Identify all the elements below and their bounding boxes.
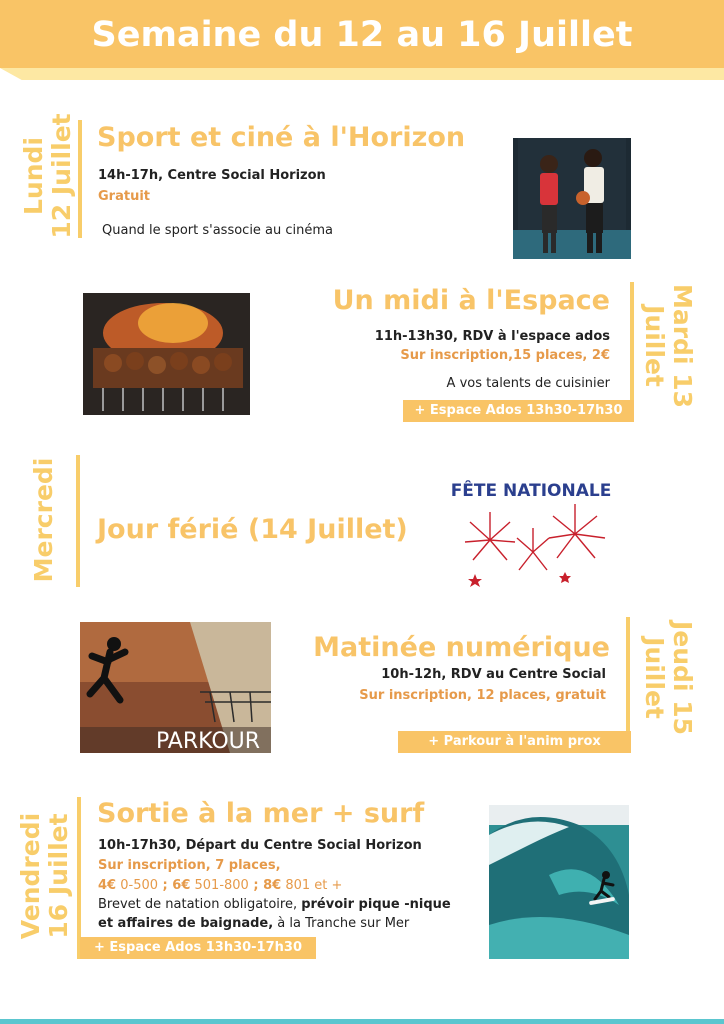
- friday-divider: [77, 797, 81, 959]
- parkour-photo: [80, 622, 271, 753]
- friday-note-line-1: [98, 896, 451, 914]
- monday-price: Gratuit: [98, 189, 150, 204]
- tuesday-description: A vos talents de cuisinier: [446, 376, 610, 391]
- monday-divider: [78, 120, 82, 238]
- friday-registration: Sur inscription, 7 places,: [98, 858, 281, 873]
- friday-prices: [98, 877, 342, 895]
- thursday-time-place: 10h-12h, RDV au Centre Social: [381, 667, 606, 682]
- friday-note-bold-1: prévoir pique -nique: [301, 897, 451, 912]
- friday-note-2: à la Tranche sur Mer: [273, 916, 410, 931]
- day-label-friday: Vendredi 16 Juillet: [16, 812, 73, 940]
- day-label-thursday: Jeudi 15 Juillet: [640, 620, 697, 736]
- wednesday-divider: [76, 455, 80, 587]
- day-label-monday: Lundi 12 Juillet: [19, 113, 76, 239]
- friday-note-line-2: [98, 915, 409, 933]
- day-label-wednesday: Mercredi: [29, 457, 58, 583]
- tuesday-time-place: 11h-13h30, RDV à l'espace ados: [374, 329, 610, 344]
- monday-title: Sport et ciné à l'Horizon: [97, 122, 466, 153]
- friday-note-bold-2: et affaires de baignade,: [98, 916, 274, 931]
- friday-extra-tag: + Espace Ados 13h30-17h30: [80, 937, 316, 959]
- surf-photo: [489, 805, 629, 959]
- tuesday-registration: Sur inscription,15 places, 2€: [400, 348, 610, 363]
- price-tier-1: 4€: [98, 878, 117, 893]
- wednesday-title: Jour férié (14 Juillet): [97, 514, 408, 545]
- friday-time-place: 10h-17h30, Départ du Centre Social Horizon: [98, 838, 422, 853]
- footer-line: [0, 1019, 724, 1024]
- monday-description: Quand le sport s'associe au cinéma: [102, 223, 334, 238]
- price-tier-3-range: 801 et +: [281, 878, 343, 893]
- price-tier-3: 8€: [263, 878, 282, 893]
- thursday-title: Matinée numérique: [313, 632, 610, 663]
- basketball-photo: [513, 138, 631, 259]
- fete-nationale-image: [445, 462, 617, 592]
- thursday-registration: Sur inscription, 12 places, gratuit: [359, 688, 606, 703]
- price-tier-1-range: 0-500: [116, 878, 159, 893]
- friday-title: Sortie à la mer + surf: [97, 798, 425, 829]
- monday-time-place: 14h-17h, Centre Social Horizon: [98, 168, 326, 183]
- page-title: Semaine du 12 au 16 Juillet: [91, 15, 633, 55]
- thursday-extra-tag: + Parkour à l'anim prox: [398, 731, 631, 753]
- price-tier-2: 6€: [172, 878, 191, 893]
- friday-note-1: Brevet de natation obligatoire,: [98, 897, 302, 912]
- barbecue-photo: [83, 293, 250, 415]
- parkour-text: PARKOUR: [155, 729, 261, 753]
- price-sep-1: ;: [158, 878, 173, 893]
- tuesday-title: Un midi à l'Espace: [332, 285, 610, 316]
- tuesday-extra-tag: + Espace Ados 13h30-17h30: [403, 400, 634, 422]
- day-label-tuesday: Mardi 13 Juillet: [640, 283, 697, 409]
- price-tier-2-range: 501-800: [190, 878, 249, 893]
- price-sep-2: ;: [248, 878, 264, 893]
- header-banner: [0, 0, 724, 80]
- fete-nationale-text: FÊTE NATIONALE: [450, 481, 612, 501]
- banner-stripe: [0, 68, 724, 80]
